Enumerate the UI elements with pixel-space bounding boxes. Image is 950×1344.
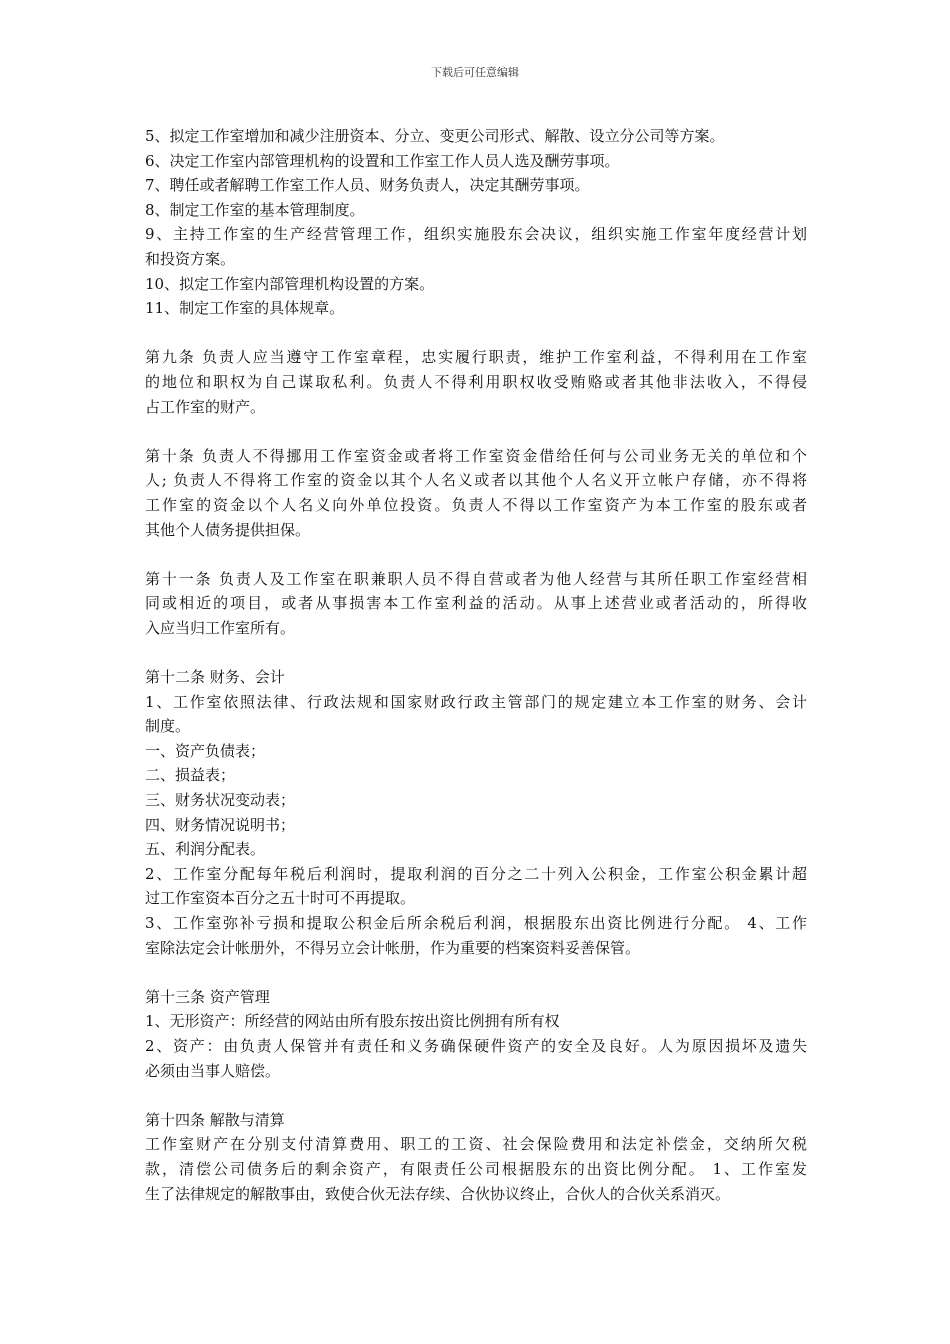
text-line: 1、工作室依照法律、行政法规和国家财政行政主管部门的规定建立本工作室的财务、会计 <box>145 692 807 711</box>
text-line: 3、工作室弥补亏损和提取公积金后所余税后利润，根据股东出资比例进行分配。 4、工作 <box>145 914 807 932</box>
paragraph-gap <box>145 542 807 567</box>
paragraph-gap <box>145 640 807 665</box>
text-line: 9、主持工作室的生产经营管理工作，组织实施股东会决议，组织实施工作室年度经营计划 <box>145 225 807 244</box>
text-line: 人; 负责人不得将工作室的资金以其个人名义或者以其他个人名义开立帐户存储，亦不得将 <box>145 471 807 490</box>
text-line: 的地位和职权为自己谋取私利。负责人不得利用职权收受贿赂或者其他非法收入，不得侵 <box>145 372 807 391</box>
text-line: 款，清偿公司债务后的剩余资产，有限责任公司根据股东的出资比例分配。 1、工作室发 <box>145 1159 807 1178</box>
paragraph <box>145 567 807 641</box>
text-line: 第十三条 资产管理 <box>145 987 270 1006</box>
paragraph-gap <box>145 419 807 444</box>
text-line: 11、制定工作室的具体规章。 <box>145 299 345 318</box>
text-line: 其他个人债务提供担保。 <box>145 520 311 539</box>
page-header-note: 下载后可任意编辑 <box>431 66 519 79</box>
text-line: 7、聘任或者解聘工作室工作人员、财务负责人，决定其酬劳事项。 <box>145 176 590 195</box>
text-line: 第十二条 财务、会计 <box>145 668 285 687</box>
text-line: 2、资产：由负责人保管并有责任和义务确保硬件资产的安全及良好。人为原因损坏及遗失 <box>145 1036 807 1055</box>
text-line: 第九条 负责人应当遵守工作室章程，忠实履行职责，维护工作室利益，不得利用在工作室 <box>145 348 807 367</box>
text-line: 制度。 <box>145 717 191 736</box>
text-line: 2、工作室分配每年税后利润时，提取利润的百分之二十列入公积金，工作室公积金累计超 <box>145 864 807 883</box>
text-line: 同或相近的项目，或者从事损害本工作室利益的活动。从事上述营业或者活动的，所得收 <box>145 594 807 613</box>
text-line: 必须由当事人赔偿。 <box>145 1061 281 1080</box>
text-line: 第十一条 负责人及工作室在职兼职人员不得自营或者为他人经营与其所任职工作室经营相 <box>145 569 807 588</box>
paragraph-gap <box>145 1083 807 1108</box>
text-line: 室除法定会计帐册外，不得另立会计帐册，作为重要的档案资料妥善保管。 <box>145 938 641 957</box>
text-line: 一、资产负债表； <box>145 741 266 760</box>
text-line: 四、财务情况说明书； <box>145 815 296 834</box>
text-line: 工作室财产在分别支付清算费用、职工的工资、社会保险费用和法定补偿金，交纳所欠税 <box>145 1135 807 1154</box>
paragraph-gap <box>145 321 807 346</box>
text-line: 三、财务状况变动表； <box>145 791 296 810</box>
document-body <box>145 124 807 1206</box>
paragraph <box>145 444 807 542</box>
text-line: 第十四条 解散与清算 <box>145 1110 285 1129</box>
text-line: 入应当归工作室所有。 <box>145 618 296 637</box>
paragraph <box>145 1108 807 1206</box>
text-line: 过工作室资本百分之五十时可不再提取。 <box>145 889 416 908</box>
paragraph <box>145 345 807 419</box>
text-line: 6、决定工作室内部管理机构的设置和工作室工作人员人选及酬劳事项。 <box>145 151 620 170</box>
text-line: 占工作室的财产。 <box>145 397 266 416</box>
paragraph <box>145 985 807 1083</box>
paragraph-gap <box>145 960 807 985</box>
text-line: 5、拟定工作室增加和减少注册资本、分立、变更公司形式、解散、设立分公司等方案。 <box>145 127 725 145</box>
text-line: 工作室的资金以个人名义向外单位投资。负责人不得以工作室资产为本工作室的股东或者 <box>145 495 807 514</box>
text-line: 第十条 负责人不得挪用工作室资金或者将工作室资金借给任何与公司业务无关的单位和个 <box>145 446 807 465</box>
text-line: 二、损益表； <box>145 766 236 785</box>
paragraph <box>145 124 807 321</box>
text-line: 五、利润分配表。 <box>145 840 266 859</box>
paragraph <box>145 665 807 960</box>
text-line: 10、拟定工作室内部管理机构设置的方案。 <box>145 274 435 293</box>
text-line: 8、制定工作室的基本管理制度。 <box>145 200 365 219</box>
text-line: 1、无形资产：所经营的网站由所有股东按出资比例拥有所有权 <box>145 1012 560 1031</box>
text-line: 生了法律规定的解散事由，致使合伙无法存续、合伙协议终止，合伙人的合伙关系消灭。 <box>145 1184 731 1203</box>
text-line: 和投资方案。 <box>145 249 236 268</box>
